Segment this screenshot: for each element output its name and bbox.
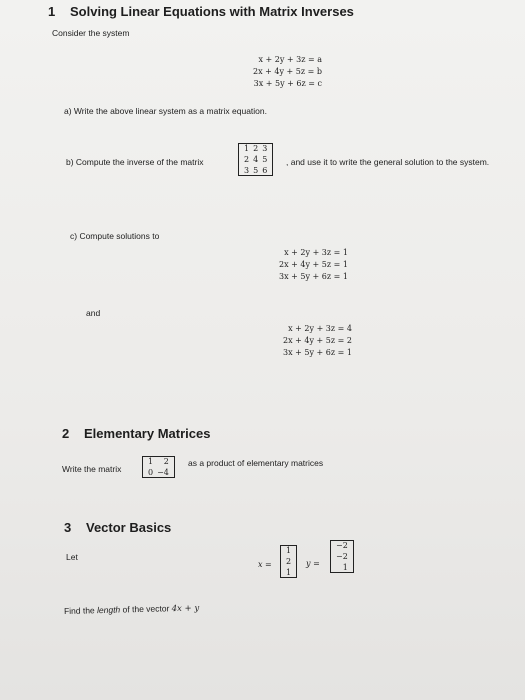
section-1-number: 1 — [48, 4, 56, 19]
part-b-text: b) Compute the inverse of the matrix — [66, 157, 204, 167]
section-1-title: Solving Linear Equations with Matrix Inverses — [70, 4, 354, 19]
equation-line: x + 2y + 3z = a — [258, 55, 322, 64]
vector-cell: 2 — [286, 557, 292, 566]
x-label: x = — [258, 560, 272, 569]
system-c1 — [266, 247, 348, 283]
find-text-pre: Find the — [63, 605, 98, 616]
section-3-number: 3 — [64, 520, 72, 535]
matrix-cell: 4 — [253, 155, 259, 164]
equation-line: x + 2y + 3z = 4 — [288, 324, 352, 333]
vector-cell: 1 — [342, 563, 348, 572]
vector-cell: 1 — [286, 568, 292, 577]
matrix-cell: 2 — [253, 144, 259, 153]
matrix-cell: 2 — [163, 457, 169, 466]
y-label: y = — [306, 559, 320, 568]
part-b-text-tail: , and use it to write the general solution to the system. — [286, 157, 490, 167]
section-3-heading — [64, 520, 171, 535]
matrix-cell: 3 — [262, 144, 268, 153]
equation-line: 2x + 4y + 5z = b — [252, 67, 322, 76]
find-text-em: length — [96, 604, 121, 616]
equation-line: 2x + 4y + 5z = 1 — [279, 260, 348, 269]
and-text: and — [86, 308, 101, 318]
matrix-cell: 0 — [148, 468, 154, 477]
vector-x — [280, 545, 297, 578]
matrix-cell: 3 — [244, 166, 250, 175]
vector-cell: −2 — [336, 552, 348, 561]
equation-line: 2x + 4y + 5z = 2 — [283, 336, 352, 345]
matrix-b — [238, 143, 273, 176]
matrix-cell: −4 — [157, 468, 169, 477]
section-3-title: Vector Basics — [86, 520, 172, 535]
system-c2 — [270, 323, 352, 359]
part-c-text: c) Compute solutions to — [70, 231, 160, 241]
vector-cell: −2 — [336, 541, 348, 550]
equation-line: 3x + 5y + 6z = c — [253, 79, 322, 88]
find-length-text — [64, 602, 200, 617]
vector-cell: 1 — [286, 546, 292, 555]
matrix-elementary — [142, 456, 175, 478]
system-general — [240, 54, 322, 90]
matrix-cell: 5 — [253, 166, 259, 175]
equation-line: 3x + 5y + 6z = 1 — [283, 348, 352, 357]
equation-line: x + 2y + 3z = 1 — [284, 248, 348, 257]
matrix-cell: 1 — [148, 457, 154, 466]
let-text: Let — [66, 552, 78, 562]
matrix-cell: 1 — [244, 144, 250, 153]
section-2-text-tail: as a product of elementary matrices — [188, 458, 324, 468]
part-a-text: a) Write the above linear system as a matrix equation. — [64, 106, 267, 116]
matrix-cell: 5 — [262, 155, 268, 164]
section-2-heading — [62, 426, 210, 441]
section-2-text: Write the matrix — [62, 464, 122, 474]
matrix-cell: 2 — [244, 155, 250, 164]
section-1-heading — [48, 4, 354, 19]
equation-line: 3x + 5y + 6z = 1 — [279, 272, 348, 281]
section-2-number: 2 — [62, 426, 70, 441]
find-text-post: of the vector — [120, 603, 172, 615]
find-expression: 4x + y — [171, 603, 200, 615]
section-2-title: Elementary Matrices — [84, 426, 211, 441]
section-1-intro: Consider the system — [52, 28, 130, 38]
vector-y — [330, 540, 354, 573]
matrix-cell: 6 — [262, 166, 268, 175]
